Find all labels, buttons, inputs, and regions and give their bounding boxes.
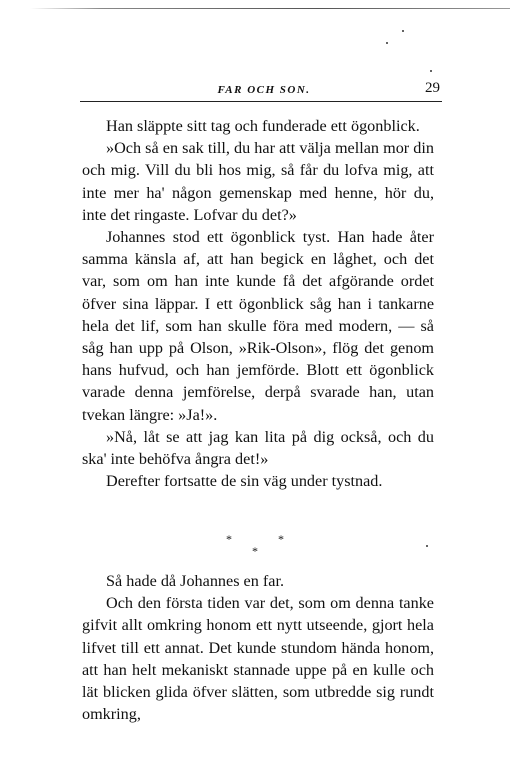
text-block-section-1 bbox=[82, 115, 434, 492]
running-title: FAR OCH SON. bbox=[217, 84, 311, 96]
section-separator bbox=[200, 532, 300, 562]
paragraph: Han släppte sitt tag och funderade ett ögonblick. bbox=[106, 117, 420, 135]
paragraph: »Och så en sak till, du har att välja mellan mor din och mig. Vill du bli hos mig, så får du lofva mig, att inte mer ha' någon gemenskap med henne, hör du, inte det ringaste. Lofvar du det?» bbox=[82, 139, 434, 224]
asterisk-glyph: * bbox=[278, 532, 284, 546]
asterisk-glyph: * bbox=[252, 544, 258, 558]
paragraph: Så hade då Johannes en far. bbox=[106, 572, 284, 590]
asterisk-glyph: * bbox=[226, 532, 232, 546]
text-block-section-2 bbox=[82, 570, 434, 725]
paragraph: Johannes stod ett ögonblick tyst. Han hade åter samma känsla af, att han begick en låghet, och det var, som om han inte kunde få det afgörande ordet öfver sina läppar. I ett ögonblick såg han i tankarne hela det lif, som han skulle föra med modern, — så såg han upp på Olson, »Rik-Olson», flög det genom hans hufvud, och han jemförde. Blott ett ögonblick varade denna jemförelse, derpå svarade han, utan tvekan längre: »Ja!». bbox=[82, 228, 434, 424]
paragraph: Och den första tiden var det, som om denna tanke gifvit allt omkring honom ett nytt utseende, gjort hela lifvet till ett annat. Det kunde stundom hända honom, att han helt mekaniskt stannade uppe på en kulle och lät blicken glida öfver slätten, som utbredde sig rundt omkring, bbox=[82, 594, 434, 724]
top-edge-rule bbox=[30, 8, 510, 9]
paragraph: Derefter fortsatte de sin väg under tystnad. bbox=[106, 472, 383, 491]
header-rule bbox=[80, 101, 442, 102]
paragraph: »Nå, låt se att jag kan lita på dig också, och du ska' inte behöfva ångra det!» bbox=[82, 427, 434, 469]
page-number: 29 bbox=[425, 80, 440, 96]
